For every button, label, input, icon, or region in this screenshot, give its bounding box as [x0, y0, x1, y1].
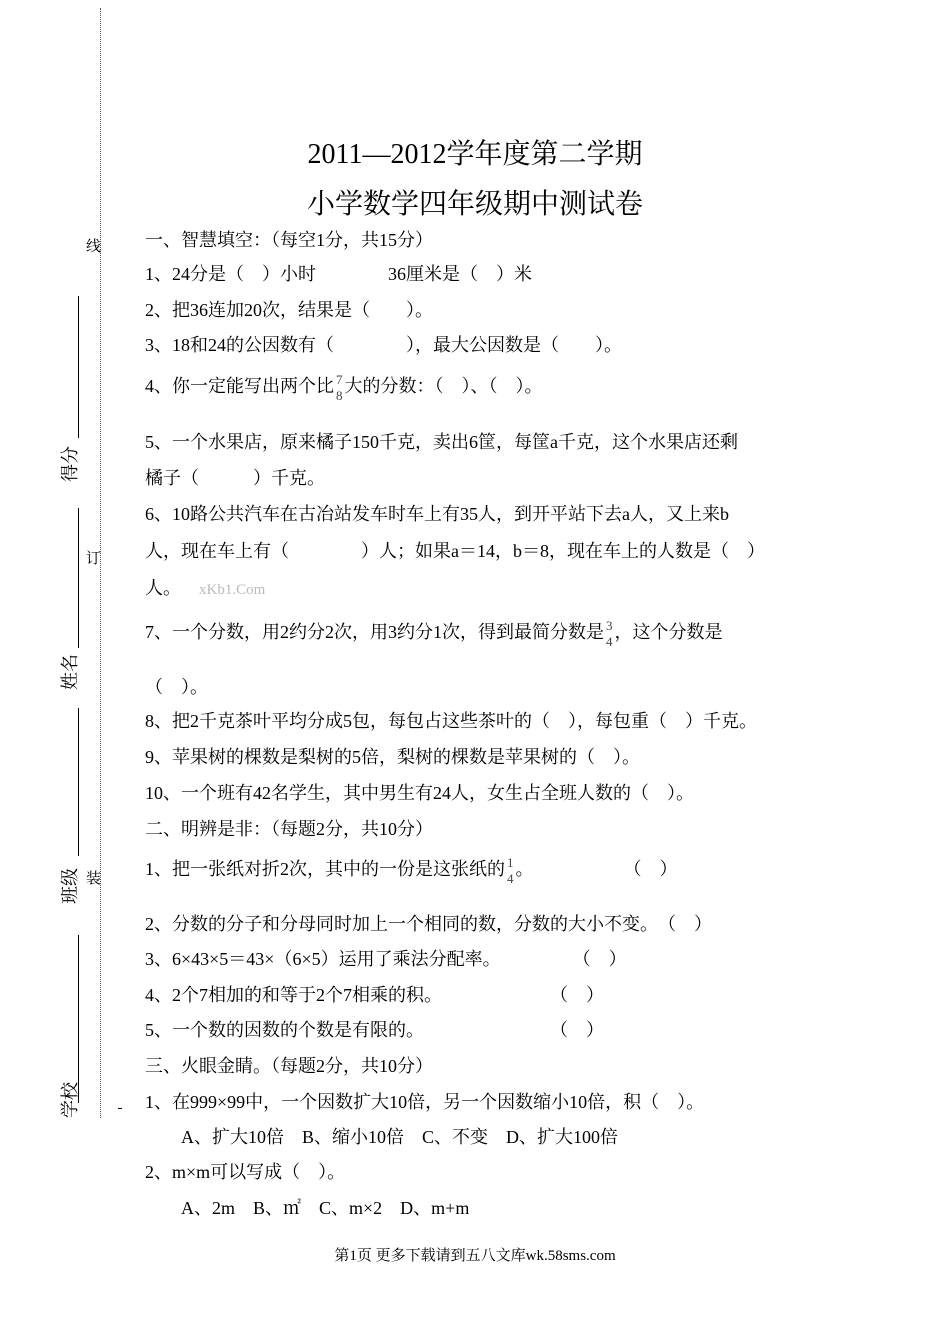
fraction-denominator: 4	[507, 871, 514, 886]
line-text: 5、一个水果店，原来橘子150千克，卖出6筐，每筐a千克，这个水果店还剩	[145, 432, 738, 452]
score-label: 得分	[60, 446, 80, 482]
question-line	[145, 707, 757, 733]
margin-tick	[118, 1108, 122, 1109]
question-line	[145, 464, 325, 490]
line-text: 5、一个数的因数的个数是有限的。 （ ）	[145, 1020, 604, 1040]
question-line	[145, 226, 433, 252]
fraction-denominator: 8	[336, 388, 343, 403]
watermark-text: xKb1.Com	[199, 582, 266, 598]
question-line	[145, 673, 208, 699]
line-text: 9、苹果树的棵数是梨树的5倍，梨树的棵数是苹果树的（ ）。	[145, 747, 640, 767]
school-blank	[78, 935, 79, 1103]
fraction-numerator: 3	[606, 618, 613, 633]
line-text: 7、一个分数，用2约分2次，用3约分1次，得到最简分数是	[145, 622, 604, 643]
class-blank	[78, 708, 79, 856]
line-text: 1、在999×99中，一个因数扩大10倍，另一个因数缩小10倍，积（ ）。	[145, 1092, 705, 1112]
question-line	[145, 855, 678, 887]
fraction	[336, 372, 343, 404]
line-text: 4、你一定能写出两个比	[145, 376, 334, 397]
binding-char-xian: 线	[86, 239, 102, 255]
question-line	[145, 1088, 704, 1114]
line-text: A、2m B、㎡ C、m×2 D、m+m	[145, 1198, 470, 1218]
question-line	[145, 815, 433, 841]
fraction	[606, 618, 613, 650]
fraction-numerator: 1	[507, 855, 514, 870]
line-text: 2、把36连加20次，结果是（ ）。	[145, 300, 433, 320]
question-line	[145, 1052, 433, 1078]
score-blank	[78, 296, 79, 438]
page-footer: 第1页 更多下载请到五八文库wk.58sms.com	[334, 1248, 616, 1264]
question-line	[145, 743, 640, 769]
line-text: （ ）。	[145, 677, 208, 697]
question-line	[145, 1158, 345, 1184]
line-text: 4、2个7相加的和等于2个7相乘的积。 （ ）	[145, 985, 604, 1005]
fraction	[507, 855, 514, 887]
name-label: 姓名	[60, 654, 80, 690]
line-text: 大的分数：（ ）、（ ）。	[344, 376, 543, 397]
fraction-numerator: 7	[336, 372, 343, 387]
line-text: 10、一个班有42名学生，其中男生有24人，女生占全班人数的（ ）。	[145, 783, 694, 803]
binding-char-ding: 订	[86, 551, 102, 567]
line-text: 二、明辨是非：（每题2分，共10分）	[145, 819, 433, 839]
line-text: 三、火眼金睛。（每题2分，共10分）	[145, 1056, 433, 1076]
question-line	[145, 372, 543, 404]
exam-title-name: 小学数学四年级期中测试卷	[306, 189, 643, 220]
question-line	[145, 537, 765, 563]
line-text: 6、10路公共汽车在古冶站发车时车上有35人，到开平站下去a人，又上来b	[145, 504, 729, 524]
question-line	[145, 574, 265, 600]
line-text: 2、分数的分子和分母同时加上一个相同的数，分数的大小不变。 （ ）	[145, 914, 712, 934]
exam-title-term: 2011—2012学年度第二学期	[307, 139, 643, 170]
line-text: 1、24分是（ ）小时 36厘米是（ ）米	[145, 264, 532, 284]
question-line	[145, 1194, 469, 1220]
line-text: ，这个分数是	[614, 622, 723, 643]
question-line	[145, 910, 712, 936]
class-label: 班级	[60, 868, 80, 904]
question-line	[145, 618, 723, 650]
line-text: 3、6×43×5＝43×（6×5）运用了乘法分配率。 （ ）	[145, 949, 627, 969]
line-text: 1、把一张纸对折2次，其中的一份是这张纸的	[145, 859, 505, 880]
binding-char-zhuang: 装	[86, 871, 102, 887]
line-text: 橘子（ ）千克。	[145, 468, 325, 488]
line-text: 人。	[145, 578, 181, 598]
line-text: 2、m×m可以写成（ ）。	[145, 1162, 346, 1182]
question-line	[145, 1016, 604, 1042]
question-line	[145, 260, 532, 286]
question-line	[145, 500, 729, 526]
line-text: 3、18和24的公因数有（ ），最大公因数是（ ）。	[145, 335, 622, 355]
question-line	[145, 981, 604, 1007]
name-blank	[78, 508, 79, 648]
line-text: A、扩大10倍 B、缩小10倍 C、不变 D、扩大100倍	[145, 1127, 619, 1147]
question-line	[145, 428, 738, 454]
question-line	[145, 331, 622, 357]
line-text: 人，现在车上有（ ）人；如果a＝14，b＝8，现在车上的人数是（ ）	[145, 541, 765, 561]
fraction-denominator: 4	[606, 634, 613, 649]
question-line	[145, 296, 433, 322]
question-line	[145, 945, 627, 971]
line-text: 。 （ ）	[515, 859, 678, 880]
question-line	[145, 1123, 618, 1149]
line-text: 8、把2千克茶叶平均分成5包，每包占这些茶叶的（ ），每包重（ ）千克。	[145, 711, 757, 731]
line-text: 一、智慧填空：（每空1分，共15分）	[145, 230, 433, 250]
school-label: 学校	[60, 1082, 80, 1118]
question-line	[145, 779, 694, 805]
